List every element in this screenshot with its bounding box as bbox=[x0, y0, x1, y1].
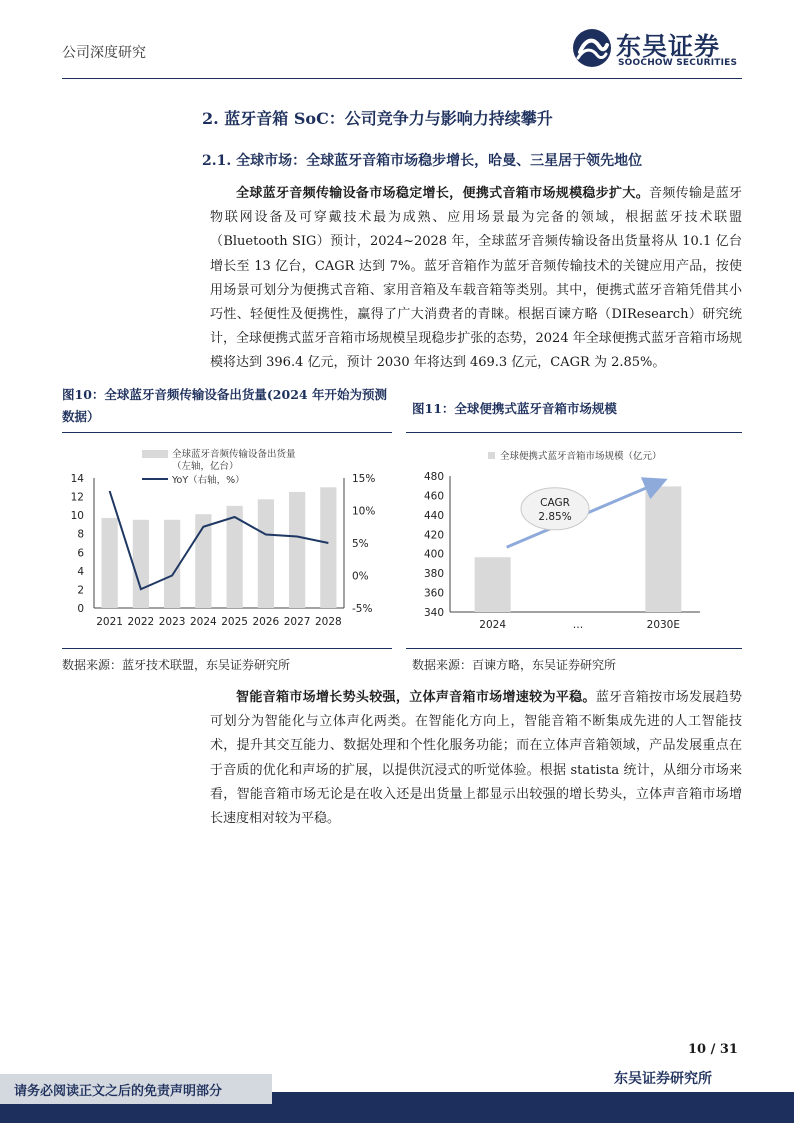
section-heading: 2. 蓝牙音箱 SoC：公司竞争力与影响力持续攀升 bbox=[202, 109, 553, 128]
x-axis-tick-label: 2028 bbox=[315, 616, 342, 628]
subsection-heading: 2.1. 全球市场：全球蓝牙音箱市场稳步增长，哈曼、三星居于领先地位 bbox=[202, 153, 643, 169]
shipment-bar bbox=[164, 520, 180, 608]
company-logo bbox=[572, 28, 742, 72]
paragraph-2-body: 蓝牙音箱按市场发展趋势可划分为智能化与立体声化两类。在智能化方向上，智能音箱不断集成先进的人工智能技术，提升其交互能力、数据处理和个性化服务功能；而在立体声音箱领域，产品发展重点在于音质的优化和声场的扩展，以提供沉浸式的听觉体验。根据 statista 统计，从细分市场来看，智能音箱市场无论是在收入还是出货量上都显示出较强的增长势头，立体声音箱市场增长速度相对较为平稳。 bbox=[210, 690, 742, 827]
figure-10-title: 图10：全球蓝牙音频传输设备出货量(2024 年开始为预测数据） bbox=[62, 387, 387, 424]
left-axis-tick-label: 14 bbox=[70, 473, 84, 485]
paragraph-2-lead: 智能音箱市场增长势头较强，立体声音箱市场增速较为平稳。 bbox=[236, 690, 596, 705]
logo-mark-icon bbox=[572, 28, 612, 68]
figure-10-source: 数据来源：蓝牙技术联盟，东吴证券研究所 bbox=[62, 658, 291, 672]
left-axis-tick-label: 8 bbox=[77, 528, 84, 541]
x-axis-tick-label: 2021 bbox=[96, 616, 123, 628]
legend-bar-label: 全球蓝牙音频传输设备出货量 bbox=[172, 449, 296, 460]
y-axis-tick-label: 440 bbox=[423, 509, 444, 522]
y-axis-tick-label: 400 bbox=[423, 548, 444, 561]
left-axis-tick-label: 2 bbox=[77, 584, 84, 597]
shipment-bar bbox=[102, 518, 118, 608]
logo-english-name: SOOCHOW SECURITIES bbox=[618, 58, 738, 68]
x-axis-tick-label: 2024 bbox=[479, 619, 507, 631]
legend-line-label: YoY（右轴，%） bbox=[172, 475, 245, 486]
legend-bar-swatch bbox=[142, 450, 168, 458]
paragraph-1-lead: 全球蓝牙音频传输设备市场稳定增长，便携式音箱市场规模稳步扩大。 bbox=[236, 186, 650, 201]
right-axis-tick-label: 15% bbox=[352, 473, 376, 485]
right-axis-tick-label: 0% bbox=[352, 570, 369, 583]
legend-bar-label-unit: （左轴，亿台） bbox=[172, 461, 239, 472]
logo-name: 东吴证券 bbox=[616, 32, 721, 61]
left-axis-tick-label: 12 bbox=[70, 491, 84, 504]
x-axis-tick-label: 2024 bbox=[190, 616, 217, 628]
figure-11-source: 数据来源：百谏方略，东吴证券研究所 bbox=[412, 658, 617, 672]
left-axis-tick-label: 10 bbox=[70, 510, 84, 523]
paragraph-1-body: 音频传输是蓝牙物联网设备及可穿戴技术最为成熟、应用场景最为完备的领域，根据蓝牙技术联盟（Bluetooth SIG）预计，2024~2028 年，全球蓝牙音频传输设备出货量将从 10.1 亿台增长至 13 亿台，CAGR 达到 7%。蓝牙音箱作为蓝牙音频传输技术的关键应用产品，按使用场景可划分为便携式音箱、家用音箱及车载音箱等类别。其中，便携式蓝牙音箱凭借其小巧性、轻便性及便携性，赢得了广大消费者的青睐。根据百谏方略（DIResearch）研究统计，全球便携式蓝牙音箱市场规模呈现稳步扩张的态势，2024 年全球便携式蓝牙音箱市场规模将达到 396.4 亿元，预计 2030 年将达到 469.3 亿元，CAGR 为 2.85%。 bbox=[210, 186, 742, 371]
shipment-bar bbox=[289, 492, 305, 608]
shipment-bar bbox=[320, 487, 336, 608]
right-axis-tick-label: -5% bbox=[352, 603, 373, 615]
shipment-bar bbox=[258, 499, 274, 608]
footer-institute: 东吴证券研究所 bbox=[614, 1071, 712, 1087]
section-label: 公司深度研究 bbox=[62, 45, 146, 61]
right-axis-tick-label: 5% bbox=[352, 538, 369, 550]
figure-11-bottom-rule bbox=[406, 648, 742, 649]
y-axis-tick-label: 380 bbox=[423, 568, 444, 581]
y-axis-tick-label: 360 bbox=[423, 587, 444, 600]
left-axis-tick-label: 4 bbox=[77, 565, 84, 578]
cagr-value: 2.85% bbox=[538, 510, 572, 523]
market-size-bar bbox=[645, 486, 681, 612]
market-size-bar bbox=[475, 557, 511, 612]
y-axis-tick-label: 340 bbox=[423, 607, 444, 619]
figure-11-top-rule bbox=[406, 432, 742, 433]
figure-10-top-rule bbox=[62, 432, 392, 433]
figure-11-title: 图11：全球便携式蓝牙音箱市场规模 bbox=[412, 401, 617, 416]
x-axis-tick-label: 2026 bbox=[252, 616, 280, 628]
y-axis-tick-label: 480 bbox=[423, 471, 444, 483]
cagr-label: CAGR bbox=[540, 496, 570, 509]
x-axis-tick-label: 2022 bbox=[127, 616, 155, 628]
paragraph-2 bbox=[210, 686, 742, 831]
figure-10-chart bbox=[62, 436, 392, 646]
x-axis-tick-label: … bbox=[572, 619, 584, 631]
right-axis-tick-label: 10% bbox=[352, 505, 376, 518]
y-axis-tick-label: 460 bbox=[423, 490, 444, 503]
x-axis-tick-label: 2027 bbox=[283, 616, 311, 628]
left-axis-tick-label: 6 bbox=[77, 547, 84, 560]
left-axis-tick-label: 0 bbox=[77, 603, 84, 615]
figure-10-bottom-rule bbox=[62, 648, 392, 649]
figure-11-chart bbox=[406, 436, 742, 646]
x-axis-tick-label: 2025 bbox=[221, 616, 248, 628]
x-axis-tick-label: 2030E bbox=[646, 619, 681, 631]
footer-disclaimer: 请务必阅读正文之后的免责声明部分 bbox=[14, 1084, 223, 1099]
page-number: 10 / 31 bbox=[688, 1042, 738, 1057]
header-divider bbox=[62, 78, 742, 79]
y-axis-tick-label: 420 bbox=[423, 529, 444, 542]
legend-bar-swatch bbox=[488, 452, 495, 459]
legend-bar-label: 全球便携式蓝牙音箱市场规模（亿元） bbox=[500, 451, 662, 462]
shipment-bar bbox=[133, 520, 149, 608]
x-axis-tick-label: 2023 bbox=[158, 616, 186, 628]
paragraph-1 bbox=[210, 182, 742, 376]
